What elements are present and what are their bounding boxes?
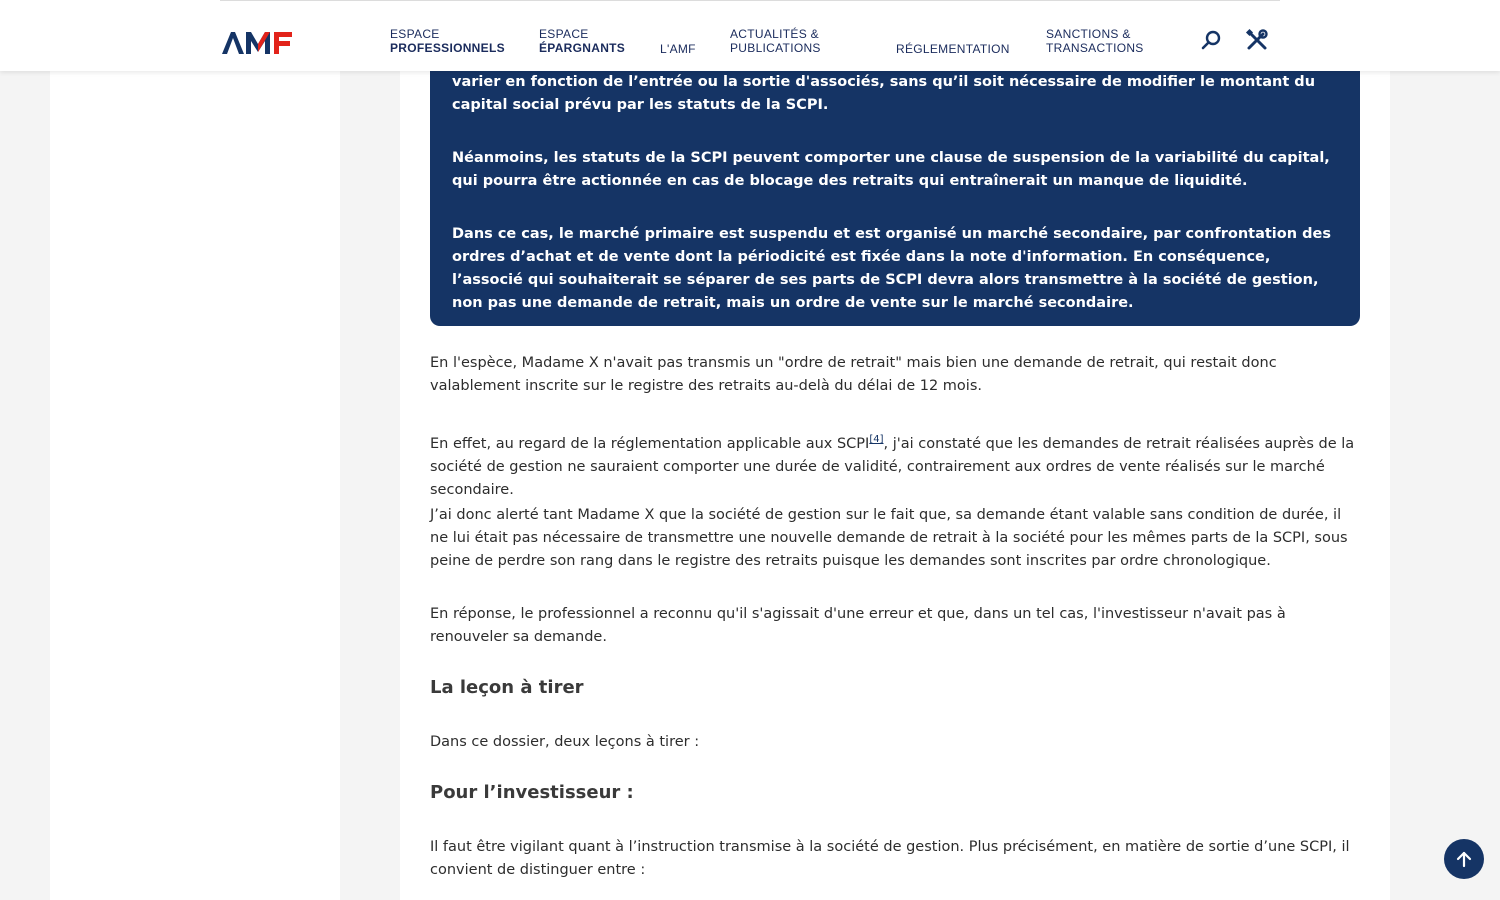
section-heading-lesson: La leçon à tirer [430, 677, 584, 698]
paragraph-2 [430, 428, 1360, 502]
callout-paragraph-3: Dans ce cas, le marché primaire est suspendu et est organisé un marché secondaire, par confrontation des ordres d’achat et de vente dont la périodicité est fixée dans la note d'information. En conséquence, l’associé qui souhaiterait se séparer de ses parts de SCPI devra alors transmettre à la société de gestion, non pas une demande de retrait, mais un ordre de vente sur le marché secondaire. [452, 226, 1331, 311]
nav-espace-professionnels[interactable] [390, 27, 505, 55]
nav-line: RÉGLEMENTATION [896, 42, 1010, 56]
nav-sanctions-transactions[interactable] [1046, 27, 1144, 55]
left-sidebar [50, 0, 340, 900]
subheading-investor: Pour l’investisseur : [430, 782, 634, 803]
search-icon[interactable] [1199, 28, 1223, 52]
paragraph-1: En l'espèce, Madame X n'avait pas transmis un "ordre de retrait" mais bien une demande de retrait, qui restait donc valablement inscrite sur le registre des retraits au-delà du délai de 12 mois. [430, 355, 1277, 394]
nav-line: TRANSACTIONS [1046, 41, 1144, 55]
callout-paragraph-2: Néanmoins, les statuts de la SCPI peuvent comporter une clause de suspension de la variabilité du capital, qui pourra être actionnée en cas de blocage des retraits qui entraînerait un manque de liquidité. [452, 150, 1330, 189]
nav-actualites-publications[interactable] [730, 27, 821, 55]
callout-paragraph-1: varier en fonction de l’entrée ou la sortie d'associés, sans qu’il soit nécessaire de modifier le montant du capital social prévu par les statuts de la SCPI. [452, 74, 1316, 113]
nav-line: ESPACE [390, 27, 440, 41]
amf-logo[interactable] [222, 30, 314, 56]
paragraph-6: Il faut être vigilant quant à l’instruction transmise à la société de gestion. Plus précisément, en matière de sortie d’une SCPI, il convient de distinguer entre : [430, 839, 1350, 878]
paragraph-5: Dans ce dossier, deux leçons à tirer : [430, 734, 700, 750]
nav-line: ÉPARGNANTS [539, 41, 626, 55]
site-header [0, 0, 1500, 71]
nav-line: PUBLICATIONS [730, 41, 821, 55]
footnote-link[interactable]: [4] [869, 434, 884, 445]
paragraph-4: En réponse, le professionnel a reconnu qu'il s'agissait d'une erreur et que, dans un tel cas, l'investisseur n'avait pas à renouveler sa demande. [430, 606, 1286, 645]
nav-espace-epargnants[interactable] [539, 27, 625, 55]
nav-reglementation[interactable] [896, 42, 1010, 56]
nav-line: ACTUALITÉS & [730, 27, 819, 41]
paragraph-3: J’ai donc alerté tant Madame X que la société de gestion sur le fait que, sa demande étant valable sans condition de durée, il ne lui était pas nécessaire de transmettre une nouvelle demande de retrait à la société pour les mêmes parts de la SCPI, sous peine de perdre son rang dans le registre des retraits puisque les demandes sont inscrites par ordre chronologique. [430, 507, 1348, 569]
paragraph-2-text-end: , j'ai constaté que les demandes de retrait réalisées auprès de la société de gestion ne sauraient comporter une durée de validité, contrairement aux ordres de vente réalisés sur le marché secondaire. [430, 435, 1355, 498]
nav-amf[interactable] [660, 42, 696, 56]
paragraph-2-text: En effet, au regard de la réglementation applicable aux SCPI [430, 435, 870, 452]
header-divider [220, 0, 1280, 1]
tools-icon[interactable] [1245, 28, 1269, 52]
arrow-up-icon [1454, 849, 1474, 869]
nav-line: ESPACE [539, 27, 589, 41]
nav-line: SANCTIONS & [1046, 27, 1131, 41]
nav-line: PROFESSIONNELS [390, 41, 505, 55]
back-to-top-button[interactable] [1444, 839, 1484, 879]
logo-text: AMF [222, 30, 225, 31]
nav-line: L'AMF [660, 42, 696, 56]
